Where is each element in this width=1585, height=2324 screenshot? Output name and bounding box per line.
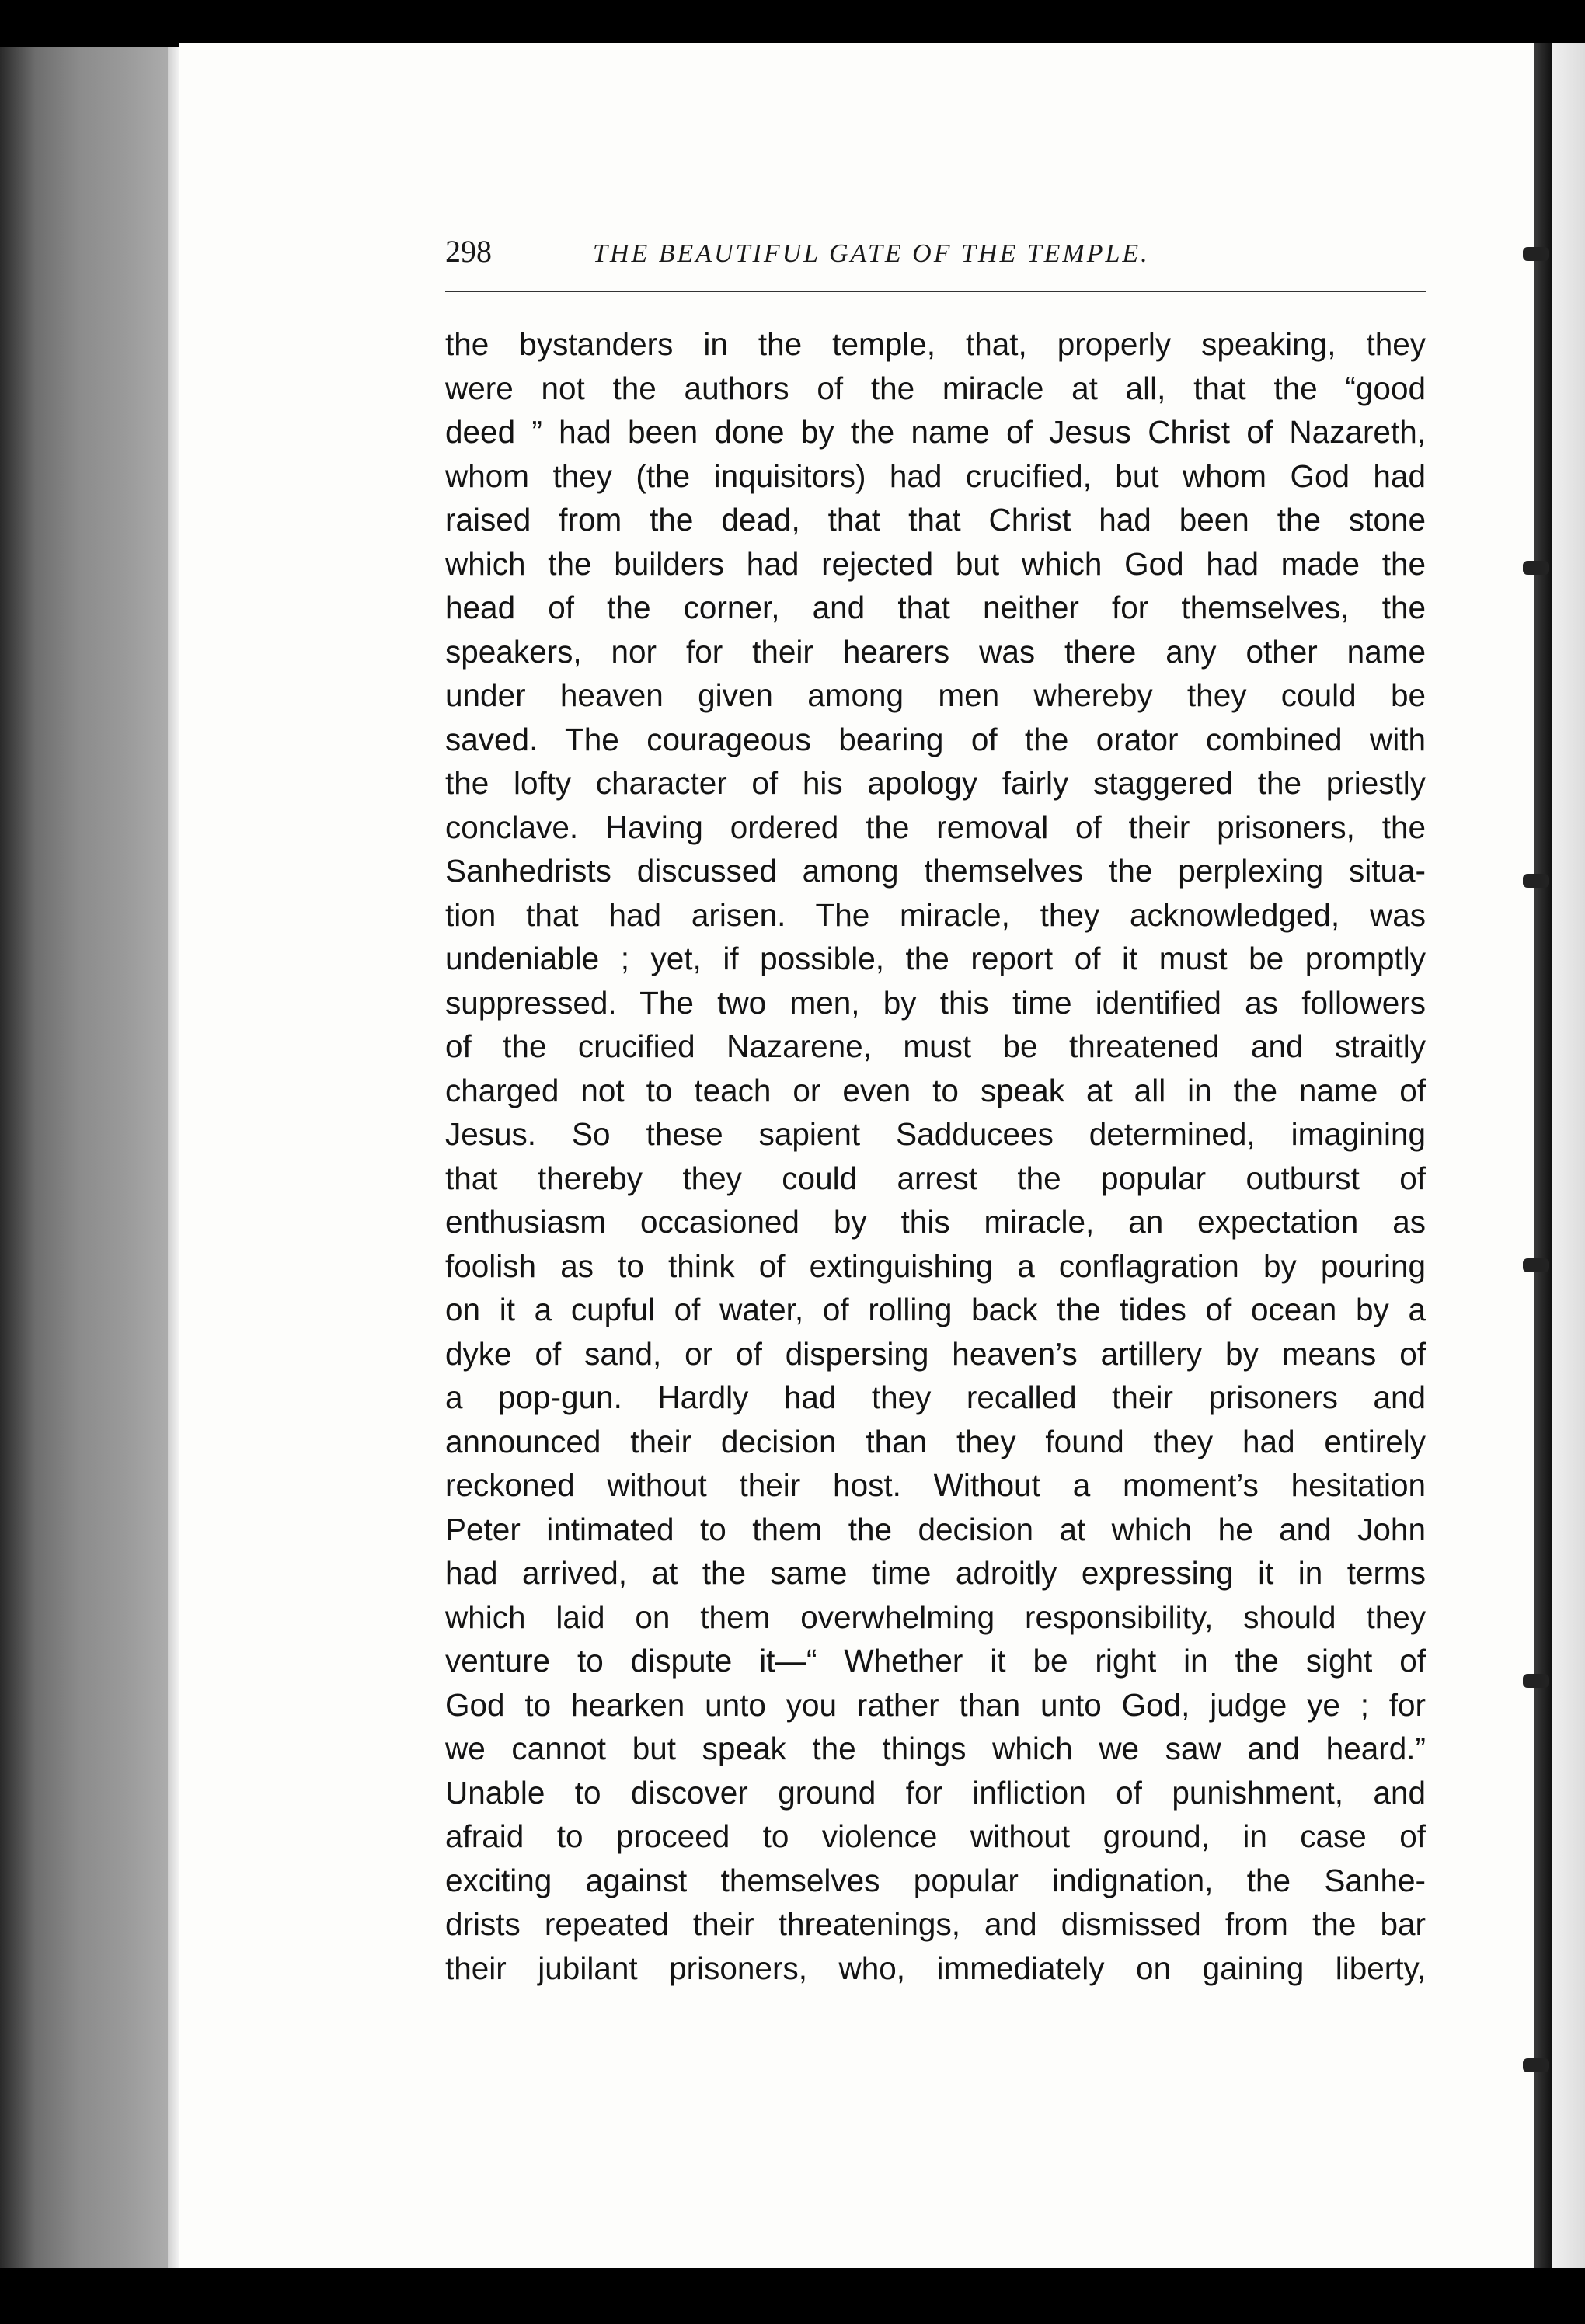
text-line: Peter intimated to them the decision at which he and John <box>445 1511 1426 1547</box>
text-line: which laid on them overwhelming responsibility, should they <box>445 1599 1426 1635</box>
text-line: deed ” had been done by the name of Jesus Christ of Nazareth, <box>445 414 1426 450</box>
text-line: afraid to proceed to violence without ground, in case of <box>445 1818 1426 1854</box>
page-number: 298 <box>445 234 492 269</box>
right-margin-strip <box>1552 43 1585 2268</box>
binding-clip <box>1523 1674 1549 1688</box>
text-line: undeniable ; yet, if possible, the report of it must be promptly <box>445 941 1426 976</box>
binding-clip <box>1523 247 1549 261</box>
text-line: saved. The courageous bearing of the orator combined with <box>445 721 1426 757</box>
text-line: announced their decision than they found they had entirely <box>445 1423 1426 1459</box>
binding-clip <box>1523 561 1549 575</box>
text-line: that thereby they could arrest the popular outburst of <box>445 1160 1426 1196</box>
text-line: tion that had arisen. The miracle, they acknowledged, was <box>445 896 1426 933</box>
text-line: drists repeated their threatenings, and dismissed from the bar <box>445 1906 1426 1942</box>
text-line: which the builders had rejected but which God had made the <box>445 545 1426 582</box>
text-line: speakers, nor for their hearers was there any other name <box>445 633 1426 670</box>
text-line: a pop-gun. Hardly had they recalled their prisoners and <box>445 1379 1426 1415</box>
text-line: conclave. Having ordered the removal of their prisoners, the <box>445 809 1426 845</box>
text-line: suppressed. The two men, by this time identified as followers <box>445 984 1426 1021</box>
text-line: on it a cupful of water, of rolling back the tides of ocean by a <box>445 1292 1426 1327</box>
text-line: under heaven given among men whereby they could be <box>445 677 1426 713</box>
text-line: were not the authors of the miracle at all, that the “good <box>445 370 1426 406</box>
text-line: whom they (the inquisitors) had crucified, but whom God had <box>445 457 1426 494</box>
text-line: reckoned without their host. Without a moment’s hesitation <box>445 1467 1426 1503</box>
binding-edge <box>1534 43 1552 2268</box>
text-line: their jubilant prisoners, who, immediately on gaining liberty, <box>445 1950 1426 1986</box>
running-head: THE BEAUTIFUL GATE OF THE TEMPLE. <box>593 239 1150 268</box>
text-line: of the crucified Nazarene, must be threatened and straitly <box>445 1028 1426 1064</box>
text-line: foolish as to think of extinguishing a conflagration by pouring <box>445 1247 1426 1284</box>
text-line: venture to dispute it—“ Whether it be right in the sight of <box>445 1643 1426 1679</box>
text-line: charged not to teach or even to speak at all in the name of <box>445 1072 1426 1108</box>
text-line: had arrived, at the same time adroitly expressing it in terms <box>445 1555 1426 1591</box>
text-line: Sanhedrists discussed among themselves the perplexing situa- <box>445 853 1426 889</box>
text-line: raised from the dead, that that Christ had been the stone <box>445 502 1426 538</box>
binding-clip <box>1523 874 1549 888</box>
text-line: the bystanders in the temple, that, properly speaking, they <box>445 326 1426 362</box>
left-page-edge <box>0 47 179 2268</box>
text-line: dyke of sand, or of dispersing heaven’s artillery by means of <box>445 1335 1426 1372</box>
text-line: exciting against themselves popular indignation, the Sanhe- <box>445 1862 1426 1898</box>
text-line: enthusiasm occasioned by this miracle, an expectation as <box>445 1204 1426 1240</box>
text-line: we cannot but speak the things which we saw and heard.” <box>445 1731 1426 1766</box>
text-line: head of the corner, and that neither for themselves, the <box>445 590 1426 625</box>
page-header <box>445 233 1426 292</box>
text-line: Jesus. So these sapient Sadducees determined, imagining <box>445 1116 1426 1152</box>
text-line: the lofty character of his apology fairly staggered the priestly <box>445 765 1426 801</box>
text-line: God to hearken unto you rather than unto God, judge ye ; for <box>445 1686 1426 1723</box>
binding-clip <box>1523 1258 1549 1272</box>
binding-clip <box>1523 2058 1549 2072</box>
body-text <box>445 322 1426 1990</box>
text-line: Unable to discover ground for infliction of punishment, and <box>445 1774 1426 1811</box>
